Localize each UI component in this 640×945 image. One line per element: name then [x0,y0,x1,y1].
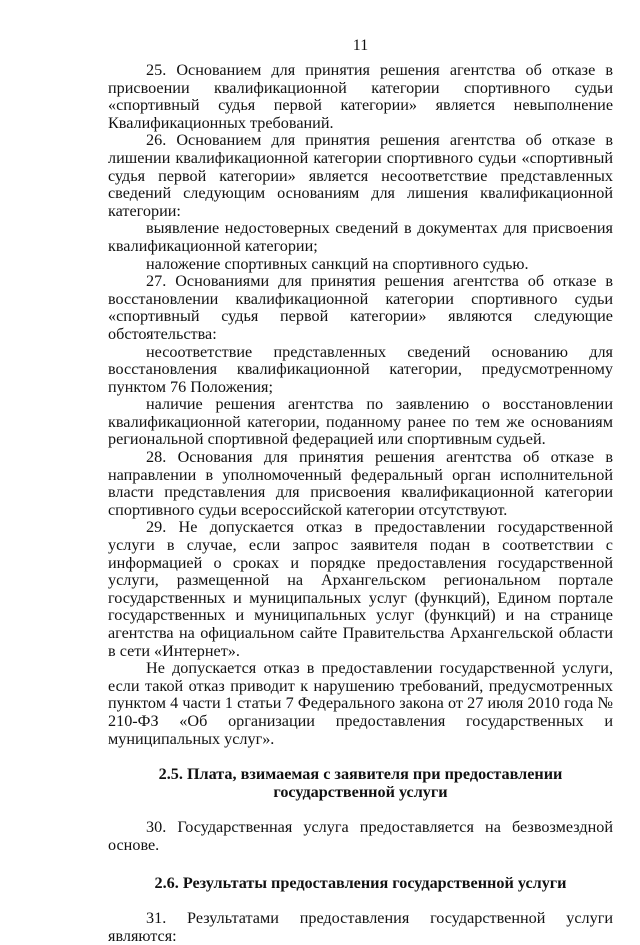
document-page [108,0,613,945]
paragraph-29: 29. Не допускается отказ в предоставлении государственной услуги в случае, если запрос заявителя подан в соответствии с информацией о сроках и порядке предоставления государственной услуги, размещенной на Архангельском региональном портале государственных и муниципальных услуг (функций), Едином портале государственных и муниципальных услуг (функций) и на странице агентства на официальном сайте Правительства Архангельской области в сети «Интернет». [108,518,613,660]
section-2-5-heading-line-2: государственной услуги [273,782,448,801]
paragraph-30: 30. Государственная услуга предоставляется на безвозмездной основе. [108,818,613,854]
section-2-5-heading [108,766,613,801]
section-2-5-heading-line-1: 2.5. Плата, взимаемая с заявителя при предоставлении [158,765,563,784]
document-body [108,62,613,945]
paragraph-26-item-2: наложение спортивных санкций на спортивного судью. [146,254,529,273]
paragraph-26: 26. Основанием для принятия решения агентства об отказе в лишении квалификационной категории спортивного судьи «спортивный судья первой категории» является несоответствие представленных сведений следующим основаниям для лишения квалификационной категории: [108,131,613,220]
paragraph-25: 25. Основанием для принятия решения агентства об отказе в присвоении квалификационной категории спортивного судьи «спортивный судья первой категории» является невыполнение Квалификационных требований. [108,61,613,132]
paragraph-27-item-1: несоответствие представленных сведений основанию для восстановления квалификационной категории, предусмотренному пунктом 76 Положения; [108,342,613,396]
paragraph-29-continuation: Не допускается отказ в предоставлении государственной услуги, если такой отказ приводит к нарушению требований, предусмотренных пунктом 4 части 1 статьи 7 Федерального закона от 27 июля 2010 года № 210-ФЗ «Об организации предоставления государственных и муниципальных услуг». [108,659,613,748]
paragraph-27: 27. Основаниями для принятия решения агентства об отказе в восстановлении квалификационной категории спортивного судьи «спортивный судья первой категории» являются следующие обстоятельства: [108,272,613,343]
paragraph-28: 28. Основания для принятия решения агентства об отказе в направлении в уполномоченный федеральный орган исполнительной власти представления для присвоения квалификационной категории спортивного судьи всероссийской категории отсутствуют. [108,448,613,519]
paragraph-31: 31. Результатами предоставления государственной услуги являются: [108,909,613,945]
paragraph-26-item-1: выявление недостоверных сведений в документах для присвоения квалификационной категории; [108,219,613,255]
page-number: 11 [352,37,369,54]
section-2-6-heading: 2.6. Результаты предоставления государственной услуги [154,873,567,892]
paragraph-27-item-2: наличие решения агентства по заявлению о восстановлении квалификационной категории, поданному ранее по тем же основаниям региональной спортивной федерацией или спортивным судьей. [108,395,613,449]
